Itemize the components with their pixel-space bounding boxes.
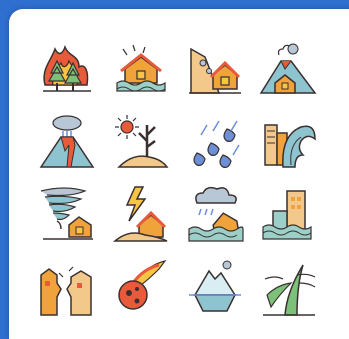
tornado-icon	[35, 183, 99, 247]
volcano-eruption-icon	[35, 111, 99, 175]
storm-flood-icon	[183, 183, 247, 247]
volcano-house-icon	[257, 39, 321, 103]
wildfire-icon	[35, 39, 99, 103]
flood-house-icon	[109, 39, 173, 103]
iceberg-icon	[183, 255, 247, 319]
hurricane-wind-icon	[257, 255, 321, 319]
landslide-icon	[183, 39, 247, 103]
image-frame	[9, 9, 349, 339]
tsunami-icon	[257, 111, 321, 175]
meteor-icon	[109, 255, 173, 319]
building-flood-icon	[257, 183, 321, 247]
drought-icon	[109, 111, 173, 175]
earthquake-icon	[35, 255, 99, 319]
lightning-strike-icon	[109, 183, 173, 247]
hail-rain-icon	[183, 111, 247, 175]
